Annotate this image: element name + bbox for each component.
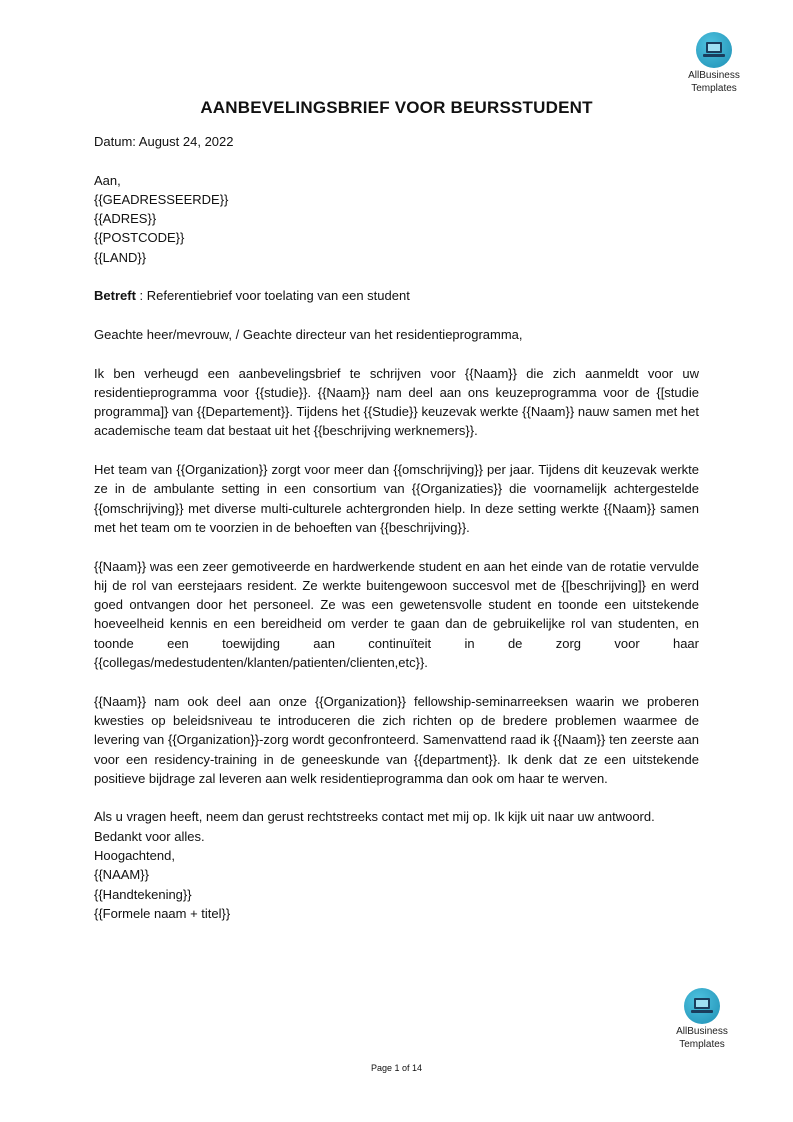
closing-regards: Hoogachtend, [94, 847, 175, 863]
signature-name: {{NAAM}} [94, 867, 149, 883]
address-line-country: {{LAND}} [94, 249, 147, 265]
address-line-addressee: {{GEADRESSEERDE}} [94, 191, 229, 207]
logo-text-line1: AllBusiness [688, 70, 740, 81]
brand-logo-top [669, 32, 759, 94]
address-line-postcode: {{POSTCODE}} [94, 230, 185, 246]
closing-thanks: Bedankt voor alles. [94, 828, 205, 844]
subject-line [94, 286, 699, 305]
paragraph-3: {{Naam}} was een zeer gemotiveerde en hardwerkende student en aan het einde van de rotatie vervulde hij de rol van eerstejaars resident. Ze werkte buitengewoon succesvol met de {[beschrijving]} en werd goed ontvangen door het personeel. Ze was een gewetensvolle student en toonde een uitstekende hoeveelheid kennis en een bereidheid om verder te gaan dan de gebruikelijke rol van studenten, en toonde een toewijding aan continuïteit in de zorg voor haar {{collegas/medestudenten/klanten/patienten/clienten,etc}}. [94, 558, 699, 671]
closing-questions: Als u vragen heeft, neem dan gerust rechtstreeks contact met mij op. Ik kijk uit naar uw antwoord. [94, 809, 655, 825]
paragraph-2: Het team van {{Organization}} zorgt voor meer dan {{omschrijving}} per jaar. Tijdens dit keuzevak werkte ze in de ambulante setting in een consortium van {{Organizaties}} die voornamelijk achtergestelde {{omschrijving}} met diverse multi-culturele achtergronden hielp. In deze setting werkte {{Naam}} samen met het team om te voorzien in de behoeften van {{beschrijving}}. [94, 462, 699, 535]
subject-label: Betreft [94, 288, 136, 304]
letter-body [94, 132, 699, 923]
logo-text-line1: AllBusiness [676, 1026, 728, 1037]
logo-text-line2: Templates [691, 83, 737, 94]
date-line: Datum: August 24, 2022 [94, 134, 234, 149]
subject-separator: : [135, 288, 147, 304]
paragraph-1: Ik ben verheugd een aanbevelingsbrief te schrijven voor {{Naam}} die zich aanmeldt voor uw residentieprogramma voor {{studie}}. {{Naam}} nam deel aan ons keuzeprogramma voor de {[studie programma]} van {{Departement}}. Tijdens het {{Studie}} keuzevak werkte {{Naam}} nauw samen met het academische team dat bestaat uit het {{beschrijving werknemers}}. [94, 365, 699, 439]
page-number: Page 1 of 14 [370, 1063, 423, 1073]
signature-formal-name: {{Formele naam + titel}} [94, 905, 231, 921]
laptop-icon [684, 988, 720, 1024]
greeting: Geachte heer/mevrouw, / Geachte directeur van het residentieprogramma, [94, 326, 523, 342]
address-line-address: {{ADRES}} [94, 211, 157, 227]
signature-handtekening: {{Handtekening}} [94, 886, 192, 902]
subject-text: Referentiebrief voor toelating van een student [146, 288, 410, 304]
logo-text-line2: Templates [679, 1039, 725, 1050]
address-to: Aan, [94, 172, 121, 188]
document-title: AANBEVELINGSBRIEF VOOR BEURSSTUDENT [200, 98, 593, 117]
paragraph-4: {{Naam}} nam ook deel aan onze {{Organization}} fellowship-seminarreeksen waarin we proberen kwesties op beleidsniveau te introduceren die zich richten op de bredere problemen waarmee de levering van {{Organization}}-zorg wordt geconfronteerd. Samenvattend raad ik {{Naam}} ten zeerste aan voor een residency-training in de geneeskunde van {{department}}. Ik denk dat ze een uitstekende positieve bijdrage zal leveren aan welk residentieprogramma dan ook om haar te werven. [94, 693, 699, 786]
laptop-icon [696, 32, 732, 68]
brand-logo-bottom [657, 988, 747, 1050]
